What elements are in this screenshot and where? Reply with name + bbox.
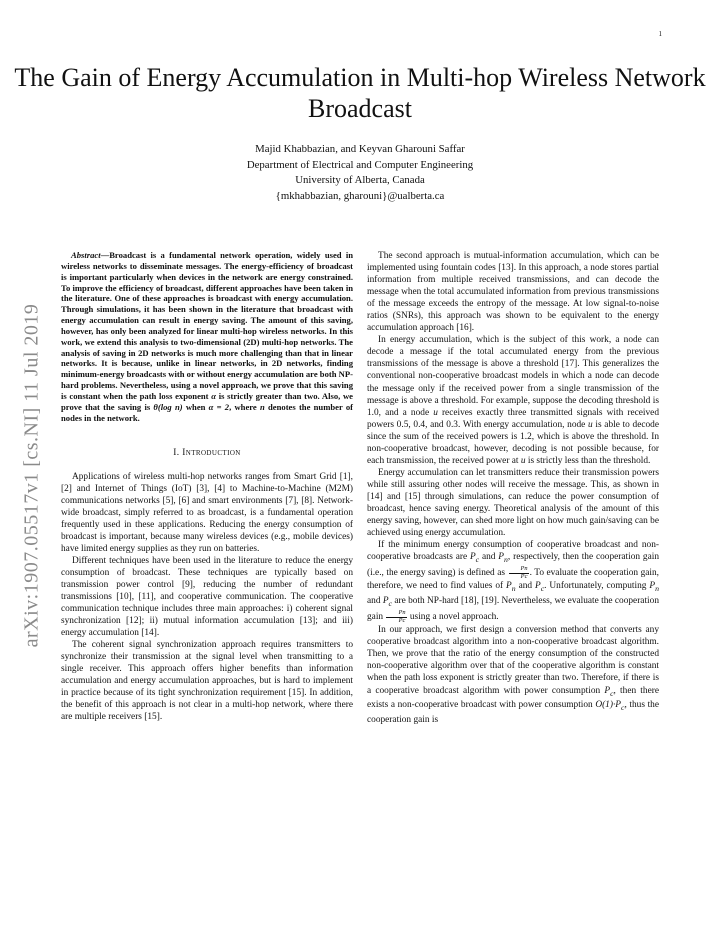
math-pn (498, 552, 508, 565)
body-text: receives exactly three transmitted signals with received powers 0.5, 0.4, and 0.3. With energy accumulation, node (367, 407, 659, 430)
abstract-text: —Broadcast is a fundamental network operation, widely used in wireless networks to disseminate messages. The energy-efficiency of broadcast is important particularly when devices in the network are energy constrained. To improve the efficiency of broadcast, different approaches have been taken in the literature. One of these approaches is broadcast with energy accumulation. Through simulations, it has been shown in the literature that broadcast with energy accumulation can result in energy saving. The amount of this saving, however, has only been analyzed for linear multi-hop wireless networks. In this work, we extend this analysis to two-dimensional (2D) multi-hop networks. The analysis of saving in 2D networks is much more challenging than that in linear networks. It is because, unlike in linear networks, in 2D networks, finding minimum-energy broadcasts with or without energy accumulation are both NP-hard problems. Nevertheless, using a novel approach, we prove that this saving is constant when the path loss exponent (61, 250, 353, 401)
right-paragraph-1: The second approach is mutual-information accumulation, which can be implemented using fountain codes [13]. In this approach, a node stores partial information from multiple received transmissions, and can decode the message when the total accumulated information from previous transmissions of the message exceeds the entropy of the message. At low signal-to-noise ratios (SNRs), this approach was shown to be equivalent to the energy accumulation approach [16]. (367, 251, 659, 334)
page-number: 1 (658, 30, 662, 38)
body-text: are both NP-hard [18], [19]. Nevertheless, we evaluate the cooperation gain (367, 596, 659, 623)
math-subscript: c (540, 584, 545, 594)
math-u: u (433, 407, 438, 418)
math-subscript: n (655, 584, 659, 594)
fraction-denominator: Pc (520, 572, 528, 580)
intro-paragraph-3: The coherent signal synchronization approach requires transmitters to synchronize their transmission at the signal level when transmitting to a single receiver. This approach offers higher benefits than information accumulation and energy accumulation approaches, but is hard to implement in practice because of its tight synchronization requirement [15]. In addition, the benefit of this approach is not clear in a multi-hop network, where there are multiple receivers [15]. (61, 640, 353, 723)
math-pc (604, 686, 613, 696)
math-symbol: P (649, 581, 656, 592)
intro-paragraph-2: Different techniques have been used in the literature to reduce the energy consumption of broadcast. These techniques are typically based on transmission power control [9], reducing the number of redundant transmissions [10], [11], and cooperative communication. The cooperative communication technique includes three main approaches: i) coherent signal synchronization [12]; ii) mutual information accumulation [13]; and iii) energy accumulation [14]. (61, 555, 353, 639)
author-university: University of Alberta, Canada (295, 174, 425, 186)
left-column (61, 250, 353, 724)
body-text: . Unfortunately, computing (544, 581, 650, 592)
math-symbol: P (469, 552, 476, 563)
body-text: is able to decode since the sum of the received powers is 1.2, which is above the threshold. In non-cooperative broadcast, however, decoding is not possible because, for each transmission, the received power at (367, 419, 659, 466)
math-subscript: c (610, 688, 614, 698)
math-pn (506, 581, 516, 594)
body-text: In our approach, we first design a conversion method that converts any cooperative broadcast algorithm into a non-cooperative broadcast algorithm. Then, we prove that the ratio of the energy consumption of the constructed non-cooperative algorithm over that of the cooperative algorithm is constant when the path loss exponent is strictly greater than two. Therefore, if there is a cooperative broadcast algorithm with power consumption (367, 625, 659, 696)
math-pc (534, 581, 545, 594)
body-text: using a novel approach. (407, 612, 499, 623)
fraction-numerator: Pn (509, 566, 529, 574)
right-paragraph-3: Energy accumulation can let transmitters reduce their transmission powers while still assuring other nodes will receive the message. This, as shown in [14] and [15] through simulations, can reduce the power consumption of broadcast, hence saving energy. Theoretical analysis of the amount of this energy saving, however, can shed more light on how much gain/saving can be achieved using energy accumulation. (367, 467, 659, 539)
body-text: , respectively, then the cooperation gain (i.e., the energy saving) is defined as (367, 552, 659, 579)
math-pc (382, 596, 393, 609)
math-symbol: P (534, 581, 541, 592)
math-pc (469, 552, 480, 565)
author-department: Department of Electrical and Computer Engineering (246, 158, 474, 171)
fraction-denominator: Pc (398, 616, 406, 624)
right-paragraph-5 (367, 624, 659, 726)
abstract-text: is strictly greater than two. Also, we prove that the saving is (61, 390, 354, 412)
math-subscript: n (504, 555, 508, 565)
body-text: , thus the cooperation gain is (367, 700, 659, 726)
abstract (61, 250, 353, 424)
body-text: If the minimum energy consumption of cooperative broadcast and non-cooperative broadcasts are (367, 540, 659, 563)
paper-title: The Gain of Energy Accumulation in Multi-hop Wireless Network Broadcast (14, 63, 706, 123)
math-subscript: c (475, 555, 480, 565)
abstract-text: , where (229, 401, 260, 412)
body-text: In energy accumulation, which is the subject of this work, a node can decode a message if the total accumulated energy from the previous transmissions of the message is above a threshold [17]. This generalizes the conventional non-cooperative broadcast models in which a node can decode the message only if the received power from a single transmission of the message is above a threshold. For example, suppose the decoding threshold is 1.0, and a node (367, 335, 659, 418)
author-emails: {mkhabbazian, gharouni}@ualberta.ca (275, 189, 445, 202)
math-subscript: c (388, 599, 393, 609)
arxiv-identifier-text: arXiv:1907.05517v1 [cs.NI] 11 Jul 2019 (20, 303, 43, 648)
intro-paragraph-1: Applications of wireless multi-hop networks ranges from Smart Grid [1], [2] and Internet of Things (IoT) [3], [4] to Machine-to-Machine (M2M) communications networks [5], [6] and smart environments [7], [8]. Network-wide broadcast, simply referred to as broadcast, is a fundamental operation frequently used in these applications. Reducing the energy consumption of broadcast is important, because many wireless devices (e.g., mobile devices) have limited energy supplies as they run on batteries. (61, 471, 353, 554)
math-subscript: c (621, 703, 625, 713)
math-symbol: P (498, 552, 505, 563)
author-names: Majid Khabbazian, and Keyvan Gharouni Saffar (255, 143, 465, 155)
right-paragraph-2 (367, 334, 659, 467)
right-column (367, 250, 659, 726)
body-text: and (479, 552, 499, 563)
math-alpha: α (211, 390, 217, 401)
math-n: n (260, 401, 265, 412)
math-u: u (520, 455, 526, 466)
math-alpha-equals-two: α = 2 (208, 401, 230, 412)
math-subscript: n (511, 584, 516, 594)
abstract-lead: Abstract (71, 250, 101, 260)
fraction-numerator: Pn (386, 610, 406, 618)
math-big-o-pc (595, 700, 625, 713)
math-u: u (588, 419, 593, 430)
math-symbol: P (604, 685, 611, 696)
body-text: and (367, 596, 383, 607)
math-symbol: O(1)·P (595, 700, 622, 711)
body-text: , then there exists a non-cooperative broadcast with power consumption (367, 685, 659, 711)
math-fraction-pn-over-pc (386, 610, 406, 624)
math-symbol: P (506, 581, 512, 592)
section-heading-introduction: I. Introduction (173, 447, 241, 458)
math-symbol: P (382, 596, 389, 607)
body-text: is strictly less than the threshold. (525, 455, 651, 466)
body-text: and (515, 581, 535, 592)
math-theta-log-n: θ(log n) (153, 401, 183, 412)
right-paragraph-4 (367, 539, 659, 624)
body-text: . To evaluate the cooperation gain, therefore, we need to find values of (367, 568, 660, 592)
arxiv-identifier (8, 258, 56, 693)
abstract-text: denotes the number of nodes in the network. (61, 401, 354, 423)
math-pn (649, 581, 659, 594)
math-fraction-pn-over-pc (509, 566, 529, 580)
abstract-text: when (182, 401, 209, 412)
author-block (0, 142, 720, 204)
